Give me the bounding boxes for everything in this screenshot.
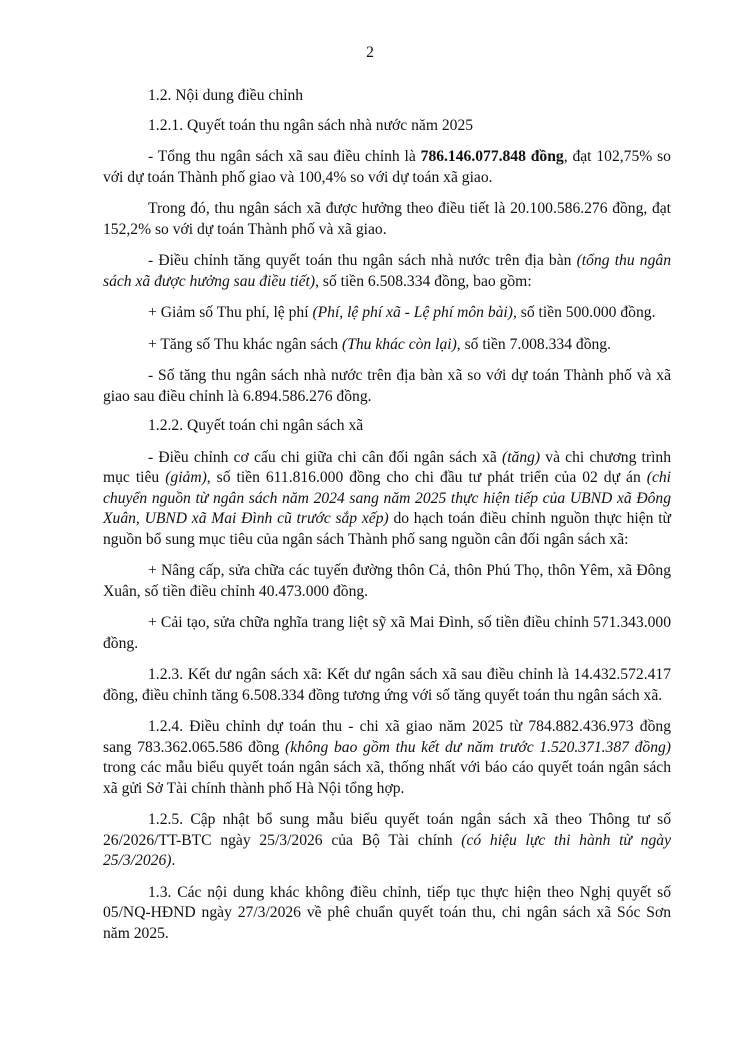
total-revenue-amount: 786.146.077.848 đồng xyxy=(420,148,564,165)
section-heading-1-2-1: 1.2.1. Quyết toán thu ngân sách nhà nước năm 2025 xyxy=(148,116,474,134)
paragraph-regulated-revenue: Trong đó, thu ngân sách xã được hưởng theo điều tiết là 20.100.586.276 đồng, đạt 152,2% so với dự toán Thành phố và xã giao. xyxy=(103,200,671,238)
section-heading-1-2: 1.2. Nội dung điều chỉnh xyxy=(148,87,304,104)
paragraph-expenditure-adjustment: - Điều chỉnh cơ cấu chi giữa chi cân đối ngân sách xã (tăng) và chi chương trình mục tiêu (giảm), số tiền 611.816.000 đồng cho chi đầu tư phát triển của 02 dự án (chi chuyển nguồn từ ngân sách năm 2024 sang năm 2025 thực hiện tiếp của UBND xã Đông Xuân, UBND xã Mai Đình cũ trước sắp xếp) do hạch toán điều chỉnh nguồn thực hiện từ nguồn bổ sung mục tiêu của ngân sách Thành phố sang nguồn cân đối ngân sách xã: xyxy=(103,448,671,548)
paragraph-budget-surplus: 1.2.3. Kết dư ngân sách xã: Kết dư ngân sách xã sau điều chỉnh là 14.432.572.417 đồng, điều chỉnh tăng 6.508.334 đồng tương ứng với số tăng quyết toán thu ngân sách xã. xyxy=(103,666,671,704)
page-number: 2 xyxy=(366,44,374,61)
paragraph-total-revenue: - Tổng thu ngân sách xã sau điều chỉnh là 786.146.077.848 đồng, đạt 102,75% so với dự toán Thành phố giao và 100,4% so với dự toán xã giao. xyxy=(103,148,671,186)
paragraph-form-update: 1.2.5. Cập nhật bổ sung mẫu biểu quyết toán ngân sách xã theo Thông tư số 26/2026/TT-BTC ngày 25/3/2026 của Bộ Tài chính (có hiệu lực thi hành từ ngày 25/3/2026). xyxy=(103,811,671,869)
section-heading-1-2-2: 1.2.2. Quyết toán chi ngân sách xã xyxy=(148,417,364,434)
paragraph-fee-decrease: + Giảm số Thu phí, lệ phí (Phí, lệ phí xã - Lệ phí môn bài), số tiền 500.000 đồng. xyxy=(148,304,656,321)
paragraph-estimate-adjustment: 1.2.4. Điều chỉnh dự toán thu - chi xã giao năm 2025 từ 784.882.436.973 đồng sang 783.362.065.586 đồng (không bao gồm thu kết dư năm trước 1.520.371.387 đồng) trong các mẫu biểu quyết toán ngân sách xã, thống nhất với báo cáo quyết toán ngân sách xã gửi Sở Tài chính thành phố Hà Nội tổng hợp. xyxy=(103,718,671,797)
paragraph-cemetery-project: + Cải tạo, sửa chữa nghĩa trang liệt sỹ xã Mai Đình, số tiền điều chỉnh 571.343.000 đồng. xyxy=(103,614,671,652)
paragraph-other-revenue-increase: + Tăng số Thu khác ngân sách (Thu khác còn lại), số tiền 7.008.334 đồng. xyxy=(148,335,611,353)
paragraph-road-project: + Nâng cấp, sửa chữa các tuyến đường thôn Cả, thôn Phú Thọ, thôn Yêm, xã Đông Xuân, số tiền điều chỉnh 40.473.000 đồng. xyxy=(103,562,671,600)
paragraph-revenue-adjustment: - Điều chỉnh tăng quyết toán thu ngân sách nhà nước trên địa bàn (tổng thu ngân sách xã được hưởng sau điều tiết), số tiền 6.508.334 đồng, bao gồm: xyxy=(103,252,671,290)
paragraph-revenue-increase-total: - Số tăng thu ngân sách nhà nước trên địa bàn xã so với dự toán Thành phố và xã giao sau điều chỉnh là 6.894.586.276 đồng. xyxy=(103,367,671,405)
paragraph-other-content: 1.3. Các nội dung khác không điều chỉnh, tiếp tục thực hiện theo Nghị quyết số 05/NQ-HĐND ngày 27/3/2026 về phê chuẩn quyết toán thu, chi ngân sách xã Sóc Sơn năm 2025. xyxy=(103,883,671,942)
document-body xyxy=(103,86,671,944)
